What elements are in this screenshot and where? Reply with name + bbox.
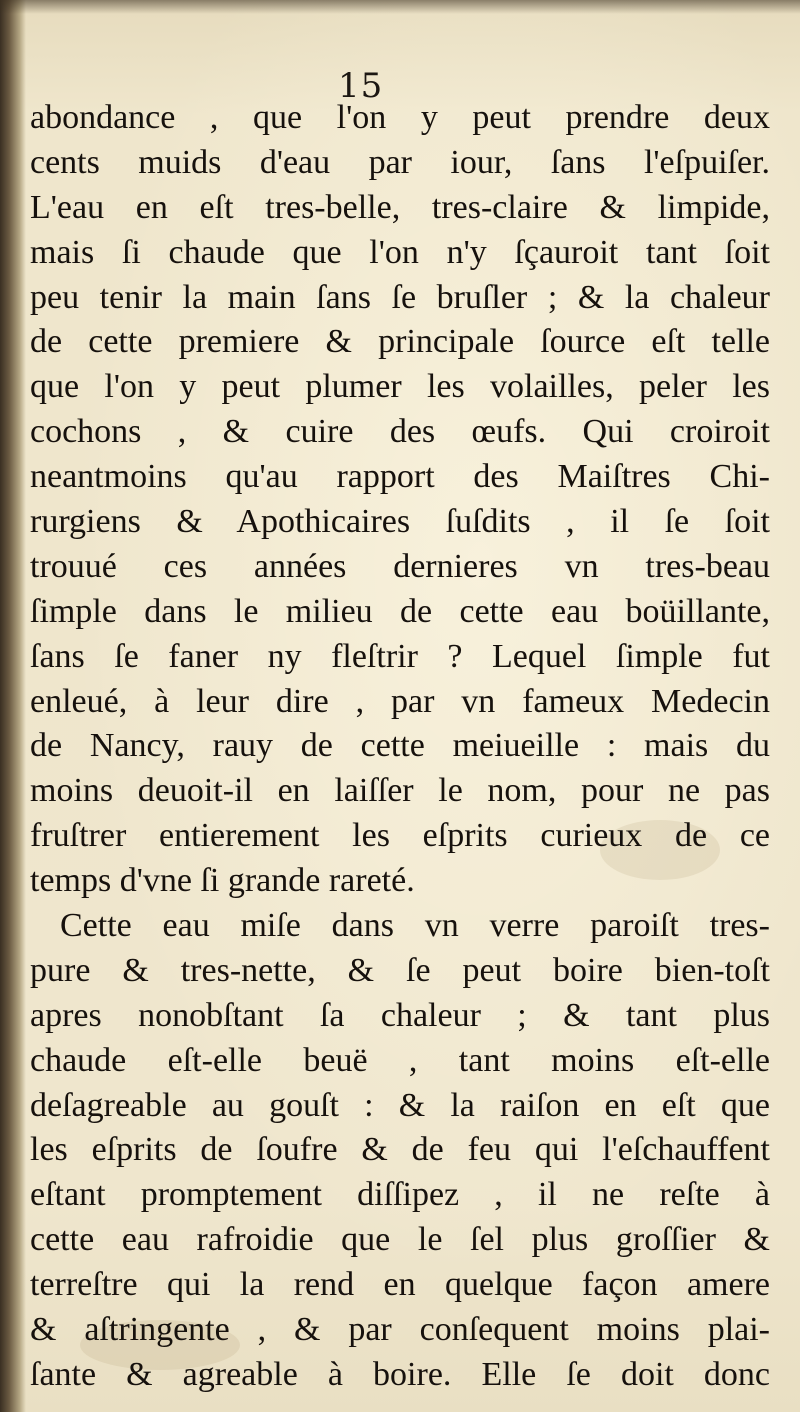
text-line: abondance , que l'on y peut prendre deux [30, 99, 770, 136]
text-line: les eſprits de ſoufre & de feu qui l'eſchauffent [30, 1131, 770, 1169]
text-line: ſimple dans le milieu de cette eau boüillante, [30, 592, 770, 630]
text-line: peu tenir la main ſans ſe bruſler ; & la chaleur [30, 278, 770, 316]
text-line: mais ſi chaude que l'on n'y ſçauroit tant ſoit [30, 233, 770, 271]
text-line: ſante & agreable à boire. Elle ſe doit donc [30, 1355, 770, 1393]
text-line: eſtant promptement diſſipez , il ne reſte à [30, 1176, 770, 1214]
text-line: fruſtrer entierement les eſprits curieux de ce [30, 817, 770, 855]
text-line: terreſtre qui la rend en quelque façon amere [30, 1266, 770, 1304]
text-line: ſans ſe faner ny fleſtrir ? Lequel ſimple fut [30, 637, 770, 675]
text-line: Cette eau miſe dans vn verre paroiſt tres- [60, 907, 770, 945]
text-line: apres nonobſtant ſa chaleur ; & tant plus [30, 996, 770, 1034]
text-line: L'eau en eſt tres-belle, tres-claire & limpide, [30, 188, 770, 226]
page-body-text [30, 96, 770, 1398]
text-line: que l'on y peut plumer les volailles, peler les [30, 368, 770, 406]
book-binding-edge [0, 0, 26, 1412]
page-number: 15 [338, 66, 384, 106]
paragraph [30, 96, 770, 904]
text-line: de cette premiere & principale ſource eſt telle [30, 323, 770, 361]
text-line: neantmoins qu'au rapport des Maiſtres Chi- [30, 458, 770, 496]
text-line: moins deuoit-il en laiſſer le nom, pour ne pas [30, 772, 770, 810]
text-line: temps d'vne ſi grande rareté. [30, 862, 415, 900]
text-line: cochons , & cuire des œufs. Qui croiroit [30, 413, 770, 451]
text-line: & aſtringente , & par conſequent moins plai- [30, 1311, 770, 1349]
text-line: trouué ces années dernieres vn tres-beau [30, 547, 770, 585]
text-line: pure & tres-nette, & ſe peut boire bien-toſt [30, 951, 770, 989]
text-line: deſagreable au gouſt : & la raiſon en eſt que [30, 1086, 770, 1124]
text-line: rurgiens & Apothicaires ſuſdits , il ſe ſoit [30, 503, 770, 541]
text-line: chaude eſt-elle beuë , tant moins eſt-elle [30, 1041, 770, 1079]
text-line: cette eau rafroidie que le ſel plus groſſier & [30, 1221, 770, 1259]
text-line: cents muids d'eau par iour, ſans l'eſpuiſer. [30, 143, 770, 181]
page-top-shadow [0, 0, 800, 14]
paragraph [30, 904, 770, 1398]
text-line: enleué, à leur dire , par vn fameux Medecin [30, 682, 770, 720]
text-line: de Nancy, rauy de cette meiueille : mais du [30, 727, 770, 765]
